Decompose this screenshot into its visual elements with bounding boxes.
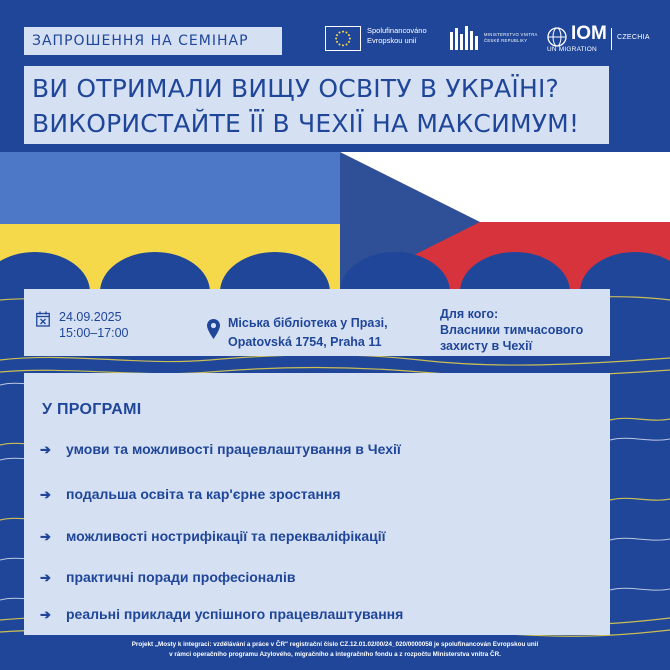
- headline-line-1: ВИ ОТРИМАЛИ ВИЩУ ОСВІТУ В УКРАЇНІ?: [32, 74, 560, 103]
- audience-label: Для кого:: [440, 307, 499, 321]
- eu-flag-icon: [325, 26, 361, 51]
- arrow-right-icon: ➔: [40, 442, 51, 457]
- ukraine-flag-blue: [0, 152, 340, 224]
- headline-line-2: ВИКОРИСТАЙТЕ ЇЇ В ЧЕХІЇ НА МАКСИМУМ!: [32, 109, 580, 138]
- arrow-right-icon: ➔: [40, 487, 51, 502]
- arrow-right-icon: ➔: [40, 529, 51, 544]
- program-item: ➔ можливості нострифікації та перекваліфікації: [40, 528, 386, 544]
- event-date: 24.09.2025: [59, 310, 122, 324]
- arrow-right-icon: ➔: [40, 607, 51, 622]
- ministry-logo-text: MINISTERSTVO VNITRA ČESKÉ REPUBLIKY: [484, 32, 538, 43]
- iom-subtitle: UN MIGRATION: [547, 46, 597, 53]
- partner-logos: [325, 24, 670, 56]
- iom-name: IOM: [571, 23, 607, 44]
- program-item: ➔ умови та можливості працевлаштування в Чехії: [40, 441, 401, 457]
- program-item: ➔ подальша освіта та кар'єрне зростання: [40, 486, 341, 502]
- event-audience: Для кого: Власники тимчасового захисту в Чехії: [440, 307, 584, 353]
- eu-logo-text: Spolufinancováno Evropskou unií: [367, 26, 427, 45]
- flags-illustration: [0, 152, 670, 292]
- event-datetime: [59, 309, 129, 341]
- event-location: Міська бібліотека у Празі, Opatovská 1754, Praha 11: [228, 316, 388, 349]
- iom-separator: [611, 28, 612, 50]
- location-pin-icon: [207, 319, 220, 339]
- ministry-logo-icon: [450, 26, 478, 50]
- event-time: 15:00–17:00: [59, 326, 129, 340]
- program-title: У ПРОГРАМІ: [42, 401, 142, 418]
- invite-tag: ЗАПРОШЕННЯ НА СЕМІНАР: [24, 27, 282, 55]
- program-item: ➔ практичні поради професіоналів: [40, 569, 296, 585]
- event-info-bar: [24, 289, 610, 356]
- headline: [24, 66, 609, 144]
- arrow-right-icon: ➔: [40, 570, 51, 585]
- program-panel: [24, 373, 610, 635]
- iom-globe-icon: [547, 27, 567, 47]
- calendar-icon: [36, 311, 50, 327]
- iom-country: CZECHIA: [617, 34, 650, 41]
- footer-funding-note: Projekt „Mosty k integraci: vzdělávání a práce v ČR" registrační číslo CZ.12.01.02/00/24_020/0000058 je spolufinancován Evropskou unií v rámci operačního programu Azylového, migračního a integračního fondu a z rozpočtu Ministerstva vnitra ČR.: [131, 641, 539, 658]
- program-item: ➔ реальні приклади успішного працевлаштування: [40, 606, 404, 622]
